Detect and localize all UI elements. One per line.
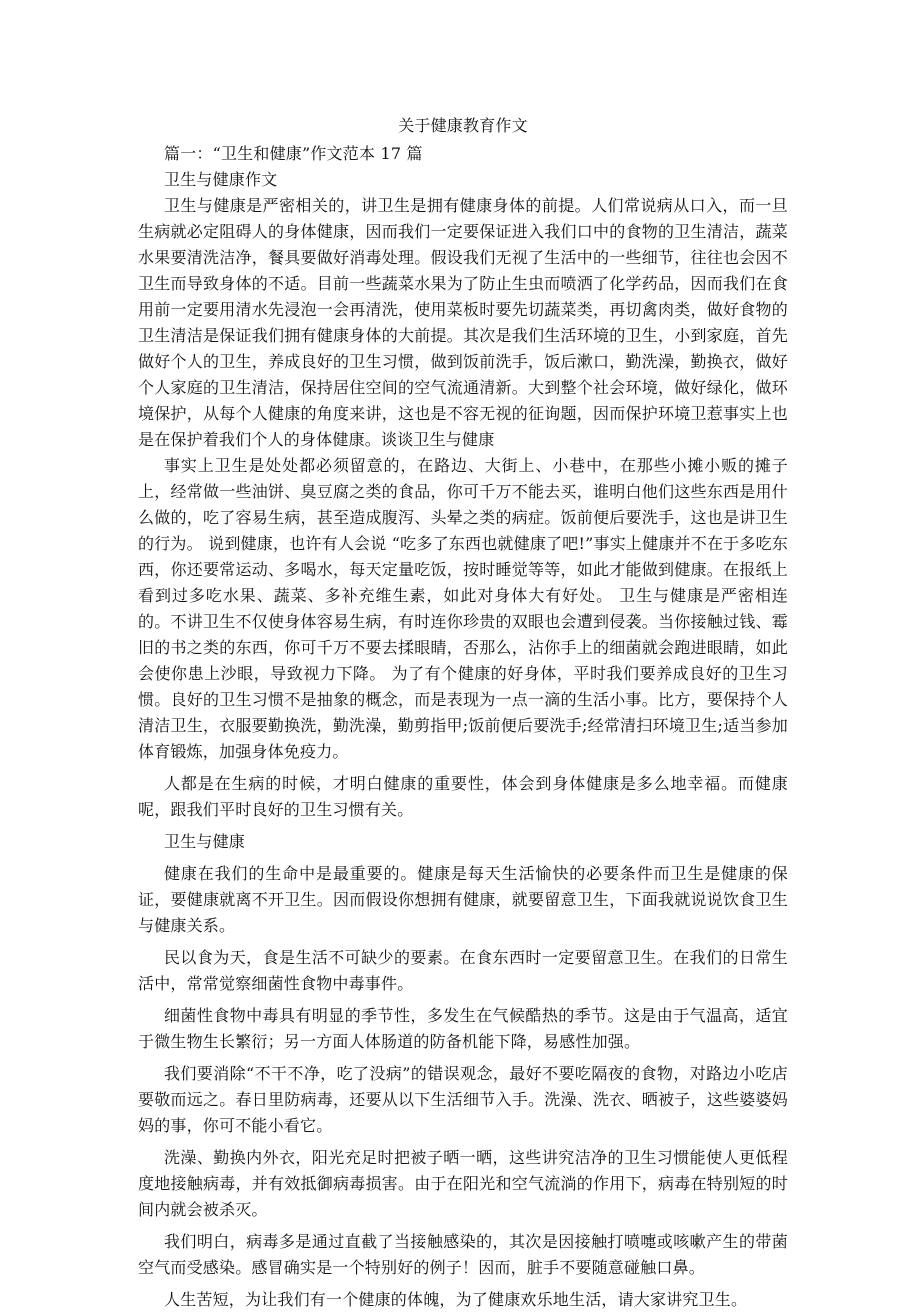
paragraph: 事实上卫生是处处都必须留意的，在路边、大街上、小巷中，在那些小摊小贩的摊子上，经常做一些油饼、臭豆腐之类的食品，你可千万不能去买，谁明白他们这些东西是用什么做的，吃了容易生病，甚至造成腹泻、头晕之类的病症。饭前便后要洗手，这也是讲卫生的行为。 说到健康，也许有人会说 “吃多了东西也就健康了吧!”事实上健康并不在于多吃东西，你还要常运动、多喝水，每天定量吃饭，按时睡觉等等，如此才能做到健康。在报纸上看到过多吃水果、蔬菜、多补充维生素，如此对身体大有好处。 卫生与健康是严密相连的。不讲卫生不仅使身体容易生病，有时连你珍贵的双眼也会遭到侵袭。当你接触过钱、霉旧的书之类的东西，你可千万不要去揉眼睛，否那么，沾你手上的细菌就会跑进眼睛，如此会使你患上沙眼，导致视力下降。 为了有个健康的好身体，平时我们要养成良好的卫生习惯。良好的卫生习惯不是抽象的概念，而是表现为一点一滴的生活小事。比方，要保持个人清洁卫生，衣服要勤换洗，勤洗澡，勤剪指甲;饭前便后要洗手;经常清扫环境卫生;适当参加体育锻炼，加强身体免疫力。: [138, 456, 788, 761]
document-body: [138, 113, 788, 1313]
subheading-hygiene-health-essay: 卫生与健康作文: [164, 170, 278, 189]
paragraph: 我们要消除“不干不净，吃了没病”的错误观念，最好不要吃隔夜的食物，对路边小吃店要敬而远之。春日里防病毒，还要从以下生活细节入手。洗澡、洗衣、晒被子，这些婆婆妈妈的事，你可不能小看它。: [138, 1064, 788, 1135]
paragraph: 我们明白，病毒多是通过直截了当接触感染的，其次是因接触打喷嚏或咳嗽产生的带菌空气而受感染。感冒确实是一个特别好的例子！因而，脏手不要随意碰触口鼻。: [138, 1232, 788, 1277]
paragraph: 人生苦短，为让我们有一个健康的体魄，为了健康欢乐地生活，请大家讲究卫生。: [164, 1290, 748, 1309]
paragraph: 洗澡、勤换内外衣，阳光充足时把被子晒一晒，这些讲究洁净的卫生习惯能使人更低程度地接触病毒，并有效抵御病毒损害。由于在阳光和空气流淌的作用下，病毒在特别短的时间内就会被杀灭。: [138, 1148, 788, 1219]
paragraph: 卫生与健康是严密相关的，讲卫生是拥有健康身体的前提。人们常说病从口入，而一旦生病就必定阻碍人的身体健康，因而我们一定要保证进入我们口中的食物的卫生清洁，蔬菜水果要清洗洁净，餐具要做好消毒处理。假设我们无视了生活中的一些细节，往往也会因不卫生而导致身体的不适。目前一些蔬菜水果为了防止生虫而喷洒了化学药品，因而我们在食用前一定要用清水先浸泡一会再清洗，使用菜板时要先切蔬菜类，再切禽肉类，做好食物的卫生清洁是保证我们拥有健康身体的大前提。其次是我们生活环境的卫生，小到家庭，首先做好个人的卫生，养成良好的卫生习惯，做到饭前洗手，饭后漱口，勤洗澡，勤换衣，做好个人家庭的卫生清洁，保持居住空间的空气流通清新。大到整个社会环境，做好绿化，做环境保护，从每个人健康的角度来讲，这也是不容无视的征询题，因而保护环境卫惹事实上也是在保护着我们个人的身体健康。谈谈卫生与健康: [138, 196, 788, 449]
paragraph: 细菌性食物中毒具有明显的季节性，多发生在气候酷热的季节。这是由于气温高，适宜于微生物生长繁衍；另一方面人体肠道的防备机能下降，易感性加强。: [138, 1006, 788, 1051]
paragraph: 人都是在生病的时候，才明白健康的重要性，体会到身体健康是多么地幸福。而健康呢，跟我们平时良好的卫生习惯有关。: [138, 774, 788, 819]
document-title: 关于健康教育作文: [398, 116, 528, 135]
paragraph: 民以食为天，食是生活不可缺少的要素。在食东西时一定要留意卫生。在我们的日常生活中，常常觉察细菌性食物中毒事件。: [138, 948, 788, 993]
section-heading: 篇一：“卫生和健康”作文范本 17 篇: [164, 144, 423, 163]
paragraph: 健康在我们的生命中是最重要的。健康是每天生活愉快的必要条件而卫生是健康的保证，要健康就离不开卫生。因而假设你想拥有健康，就要留意卫生，下面我就说说饮食卫生与健康关系。: [138, 864, 788, 935]
subheading-hygiene-health: 卫生与健康: [164, 832, 246, 851]
